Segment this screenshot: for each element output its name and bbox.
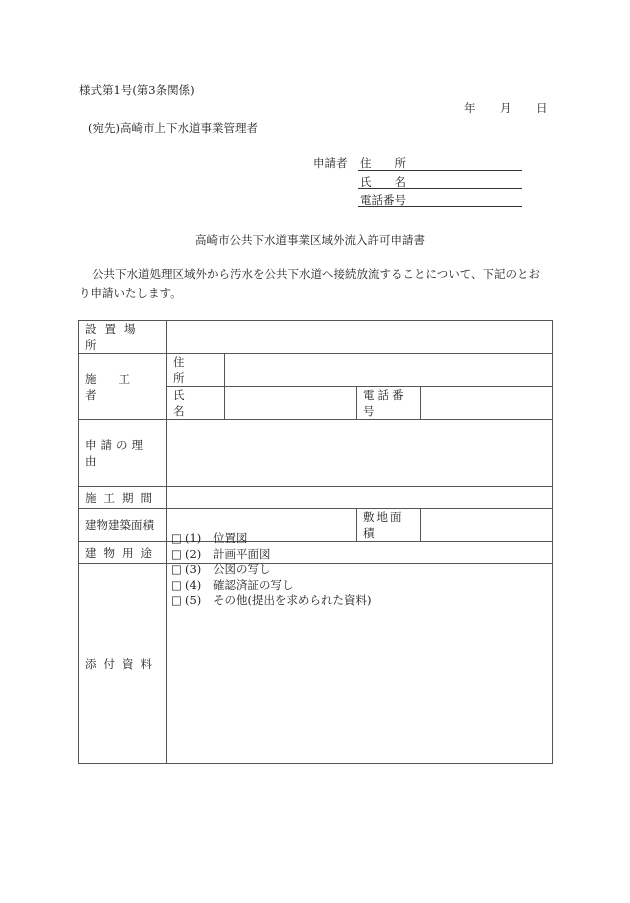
date-month-label: 月 [500,101,512,115]
attachment-label: 位置図 [213,531,248,545]
date-year-label: 年 [464,101,476,115]
attachment-number: (4) [185,577,202,592]
site-area-label: 敷地面積 [363,510,404,540]
attachment-label: 計画平面図 [213,546,271,561]
applicant-name-label: 氏 名 [360,175,406,189]
period-label-cell [79,487,167,509]
attachment-label: 確認済証の写し [213,577,294,592]
period-label: 施工期間 [85,490,159,505]
reason-label-cell [79,420,167,487]
reason-label: 申請の理由 [85,438,147,468]
attachment-number: (5) [185,593,202,607]
checkbox-icon[interactable]: □ [171,531,182,545]
contractor-phone-label: 電話番号 [363,388,407,418]
addressee: (宛先)高崎市上下水道事業管理者 [88,121,258,135]
attachments-list [171,531,371,609]
applicant-label: 申請者 [313,156,348,170]
row-reason [79,420,553,487]
contractor-name-label: 氏名 [173,388,205,418]
contractor-address-value-cell[interactable] [225,354,553,387]
body-text-line1: 公共下水道処理区域外から汚水を公共下水道へ接続放流することについて、下記のとお [92,267,541,281]
building-area-label-cell [79,509,167,542]
document-title: 高崎市公共下水道事業区域外流入許可申請書 [195,233,425,247]
building-use-label: 建物用途 [85,545,159,560]
contractor-phone-label-cell [357,387,421,420]
attachments-label-cell [79,564,167,764]
site-area-value-cell[interactable] [421,509,553,542]
checkbox-icon[interactable]: □ [171,546,182,561]
reason-value-cell[interactable] [167,420,553,487]
contractor-name-value-cell[interactable] [225,387,357,420]
applicant-phone-line[interactable] [358,206,522,207]
attachment-item[interactable] [171,578,371,594]
date-day-label: 日 [536,101,548,115]
building-area-label: 建物建築面積 [85,518,154,532]
attachment-label: 公図の写し [213,562,271,576]
attachment-item[interactable] [171,531,371,547]
applicant-address-line[interactable] [358,170,522,171]
attachments-label: 添付資料 [85,656,159,671]
contractor-address-label-cell [167,354,225,387]
attachment-item[interactable] [171,593,371,609]
contractor-phone-value-cell[interactable] [421,387,553,420]
attachment-number: (2) [185,546,202,561]
body-text-line2: り申請いたします。 [79,286,182,300]
location-label: 設置場所 [85,322,144,352]
location-value-cell[interactable] [167,321,553,354]
contractor-label: 施工者 [85,371,152,402]
attachment-number: (1) [185,531,202,545]
applicant-name-line[interactable] [358,188,522,189]
row-contractor-address [79,354,553,387]
row-period [79,487,553,509]
row-location [79,321,553,354]
attachment-item[interactable] [171,562,371,578]
checkbox-icon[interactable]: □ [171,577,182,592]
location-label-cell [79,321,167,354]
contractor-address-label: 住所 [173,355,205,385]
checkbox-icon[interactable]: □ [171,562,182,576]
attachment-item[interactable] [171,547,371,563]
checkbox-icon[interactable]: □ [171,593,182,607]
applicant-address-label: 住 所 [360,156,406,170]
attachment-label: その他(提出を求められた資料) [213,593,372,607]
contractor-name-label-cell [167,387,225,420]
contractor-label-cell [79,354,167,420]
attachment-number: (3) [185,562,202,576]
period-value-cell[interactable] [167,487,553,509]
form-number: 様式第1号(第3条関係) [79,83,195,97]
building-use-label-cell [79,542,167,564]
applicant-phone-label: 電話番号 [360,193,406,207]
